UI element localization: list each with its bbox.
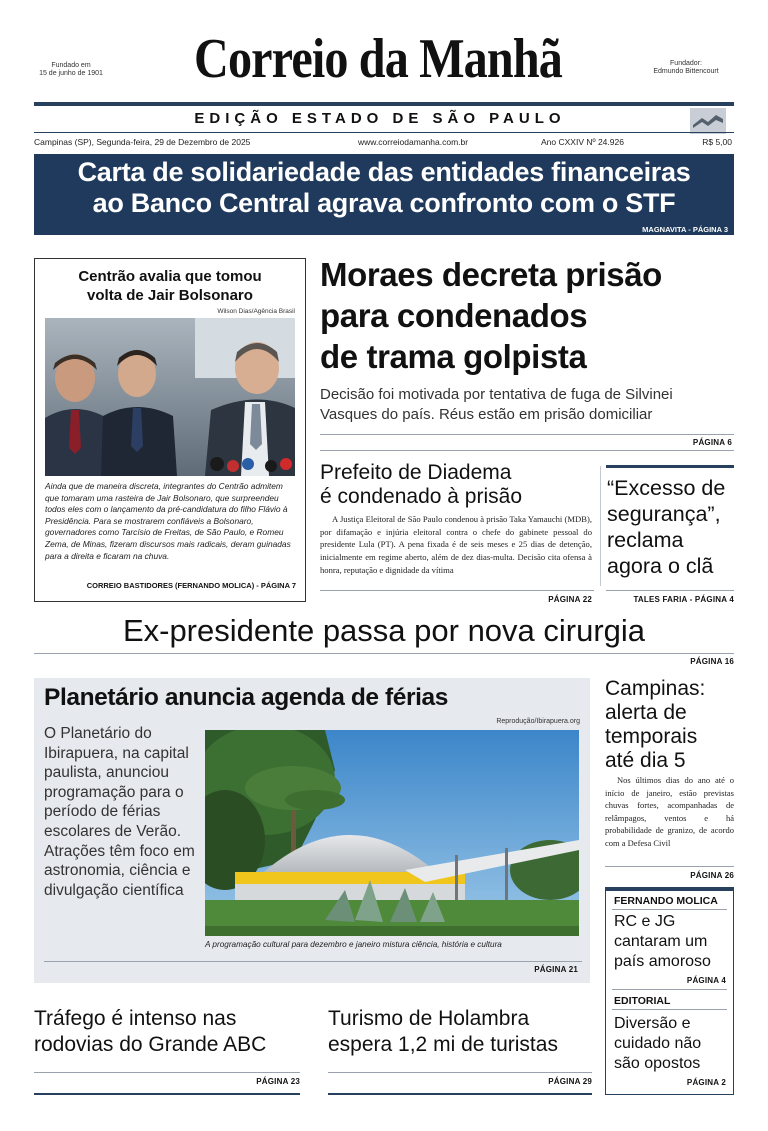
molica-page-ref[interactable]: PÁGINA 4 <box>686 976 726 985</box>
column-divider <box>600 466 601 586</box>
lead-headline[interactable] <box>320 254 740 377</box>
planetario-photo <box>205 730 579 936</box>
lead-rule-bottom <box>320 450 734 451</box>
newspaper-title[interactable]: Correio da Manhã <box>194 28 562 90</box>
molica-line-1: RC e JG <box>614 913 676 930</box>
holambra-page-ref[interactable]: PÁGINA 29 <box>548 1077 592 1086</box>
photo-credit: Wilson Dias/Agência Brasil <box>217 308 295 315</box>
planetario-page-ref[interactable]: PÁGINA 21 <box>534 965 578 974</box>
editorial-label: EDITORIAL <box>614 995 671 1007</box>
bastidores-caption: Ainda que de maneira discreta, integrantes do Centrão admitem que tomaram uma rasteira de Jair Bolsonaro, que surpreendeu todos eles com o lançamento da pré-candidatura do filho Flávio à Presidência. Para se mostrarem confiáveis a Bolsonaro, governadores como Tarcísio de Freitas, de São Paulo, e Romeu Zema, de Minas, fizeram discursos mais radicais, deram guinadas para a direita e ficaram na chuva. <box>45 481 291 561</box>
price: R$ 5,00 <box>702 137 732 147</box>
banner-page-ref: MAGNAVITA - PÁGINA 3 <box>642 225 728 234</box>
planetario-body: O Planetário do Ibirapuera, na capital paulista, anunciou programação para o período de férias escolares de Verão. Atrações têm foco em astronomia, ciência e divulgação científica <box>44 725 195 899</box>
campinas-line-3: temporais <box>605 725 698 748</box>
excesso-line-1: “Excesso de <box>607 476 726 500</box>
trafego-page-ref[interactable]: PÁGINA 23 <box>256 1077 300 1086</box>
banner-headline-line-1: Carta de solidariedade das entidades financeiras <box>77 157 691 187</box>
planetario-caption: A programação cultural para dezembro e janeiro mistura ciência, história e cultura <box>205 940 502 949</box>
editorial-line-2: cuidado não <box>614 1035 702 1052</box>
molica-line-2: cantaram um <box>614 933 708 950</box>
holambra-bottom-rule <box>328 1093 592 1095</box>
campinas-body: Nos últimos dias do ano até o início de janeiro, estão previstas chuvas fortes, acompanhadas de relâmpagos, ventos e há probabilidade de granizo, de acordo com a Defesa Civil <box>605 775 734 848</box>
founder-name: Edmundo Bittencourt <box>653 68 719 75</box>
planetario-credit: Reprodução/Ibirapuera.org <box>496 718 580 725</box>
campinas-page-ref[interactable]: PÁGINA 26 <box>690 871 734 880</box>
date-line: Campinas (SP), Segunda-feira, 29 de Dezembro de 2025 <box>34 137 251 147</box>
excesso-headline[interactable] <box>607 475 739 579</box>
lead-headline-line-1: Moraes decreta prisão <box>320 256 662 293</box>
lead-deck: Decisão foi motivada por tentativa de fuga de Silvinei Vasques do país. Réus estão em prisão domiciliar <box>320 386 673 423</box>
lead-headline-line-3: de trama golpista <box>320 338 587 375</box>
website-link[interactable]: www.correiodamanha.com.br <box>358 137 469 147</box>
editorial-line-1: Diversão e <box>614 1015 691 1032</box>
campinas-rule <box>605 866 734 867</box>
molica-line-3: país amoroso <box>614 953 711 970</box>
diadema-page-ref[interactable]: PÁGINA 22 <box>548 595 592 604</box>
holambra-line-1: Turismo de Holambra <box>328 1007 530 1030</box>
bastidores-page-ref[interactable]: CORREIO BASTIDORES (FERNANDO MOLICA) - PÁGINA 7 <box>86 581 296 590</box>
molica-label: FERNANDO MOLICA <box>614 895 718 907</box>
excesso-line-3: reclama <box>607 528 684 552</box>
trafego-line-1: Tráfego é intenso nas <box>34 1007 237 1030</box>
cirurgia-headline[interactable]: Ex-presidente passa por nova cirurgia <box>122 613 646 648</box>
masthead-rule-mid <box>34 132 734 133</box>
editorial-label-rule <box>612 1009 727 1010</box>
molica-label-rule <box>612 909 727 910</box>
excesso-top-rule <box>606 465 734 468</box>
lead-rule <box>320 434 734 435</box>
excesso-line-4: agora o clã <box>607 554 714 578</box>
molica-rule <box>612 989 727 990</box>
founder-label: Fundador: <box>670 60 702 67</box>
excesso-rule <box>606 590 734 591</box>
diadema-headline[interactable] <box>320 461 600 509</box>
editorial-headline[interactable] <box>614 1014 732 1074</box>
founded-note <box>36 62 106 78</box>
founded-line-2: 15 de junho de 1901 <box>39 70 103 77</box>
editorial-page-ref[interactable]: PÁGINA 2 <box>686 1078 726 1087</box>
bolsonaro-photo <box>45 318 295 476</box>
diadema-rule <box>320 590 594 591</box>
masthead-rule-top <box>34 102 734 106</box>
editorial-line-3: são opostos <box>614 1055 701 1072</box>
holambra-rule <box>328 1072 592 1073</box>
cirurgia-rule <box>34 653 734 654</box>
excesso-page-ref[interactable]: TALES FARIA - PÁGINA 4 <box>633 595 734 604</box>
holambra-headline[interactable] <box>328 1006 598 1058</box>
founder-note <box>636 60 736 76</box>
banner-headline-line-2: ao Banco Central agrava confronto com o STF <box>92 188 676 218</box>
planetario-headline[interactable]: Planetário anuncia agenda de férias <box>44 684 449 711</box>
molica-headline[interactable] <box>614 912 732 972</box>
trafego-rule <box>34 1072 300 1073</box>
trafego-headline[interactable] <box>34 1006 314 1058</box>
bastidores-title-line-2: volta de Jair Bolsonaro <box>87 287 253 304</box>
excesso-line-2: segurança”, <box>607 502 721 526</box>
holambra-line-2: espera 1,2 mi de turistas <box>328 1033 558 1056</box>
issue-number: Ano CXXIV Nº 24.926 <box>541 137 624 147</box>
campinas-line-4: até dia 5 <box>605 749 686 772</box>
founded-line-1: Fundado em <box>51 62 91 69</box>
campinas-line-1: Campinas: <box>605 677 706 700</box>
bastidores-title[interactable] <box>40 267 300 305</box>
planetario-rule <box>44 961 582 962</box>
trafego-bottom-rule <box>34 1093 300 1095</box>
trafego-line-2: rodovias do Grande ABC <box>34 1033 267 1056</box>
lead-headline-line-2: para condenados <box>320 297 588 334</box>
diadema-body: A Justiça Eleitoral de São Paulo condenou à prisão Taka Yamauchi (MDB), por difamação e injúria eleitoral contra o chefe do gabinete pessoal do presidente Lula (PT). A pena fixada é de seis meses e 25 dias de detenção, inicialmente em regime aberto, além de dez dias-multa. Decisão cita ofensa à honra, reputação e dignidade da vítima <box>320 514 592 575</box>
diadema-headline-line-1: Prefeito de Diadema <box>320 461 512 484</box>
diadema-headline-line-2: é condenado à prisão <box>320 485 522 508</box>
campinas-headline[interactable] <box>605 677 737 773</box>
campinas-line-2: alerta de <box>605 701 687 724</box>
lead-page-ref[interactable]: PÁGINA 6 <box>692 438 732 447</box>
edition-label: EDIÇÃO ESTADO DE SÃO PAULO <box>194 110 566 127</box>
cirurgia-page-ref[interactable]: PÁGINA 16 <box>690 657 734 666</box>
bastidores-title-line-1: Centrão avalia que tomou <box>78 268 262 285</box>
state-map-icon <box>690 108 726 134</box>
